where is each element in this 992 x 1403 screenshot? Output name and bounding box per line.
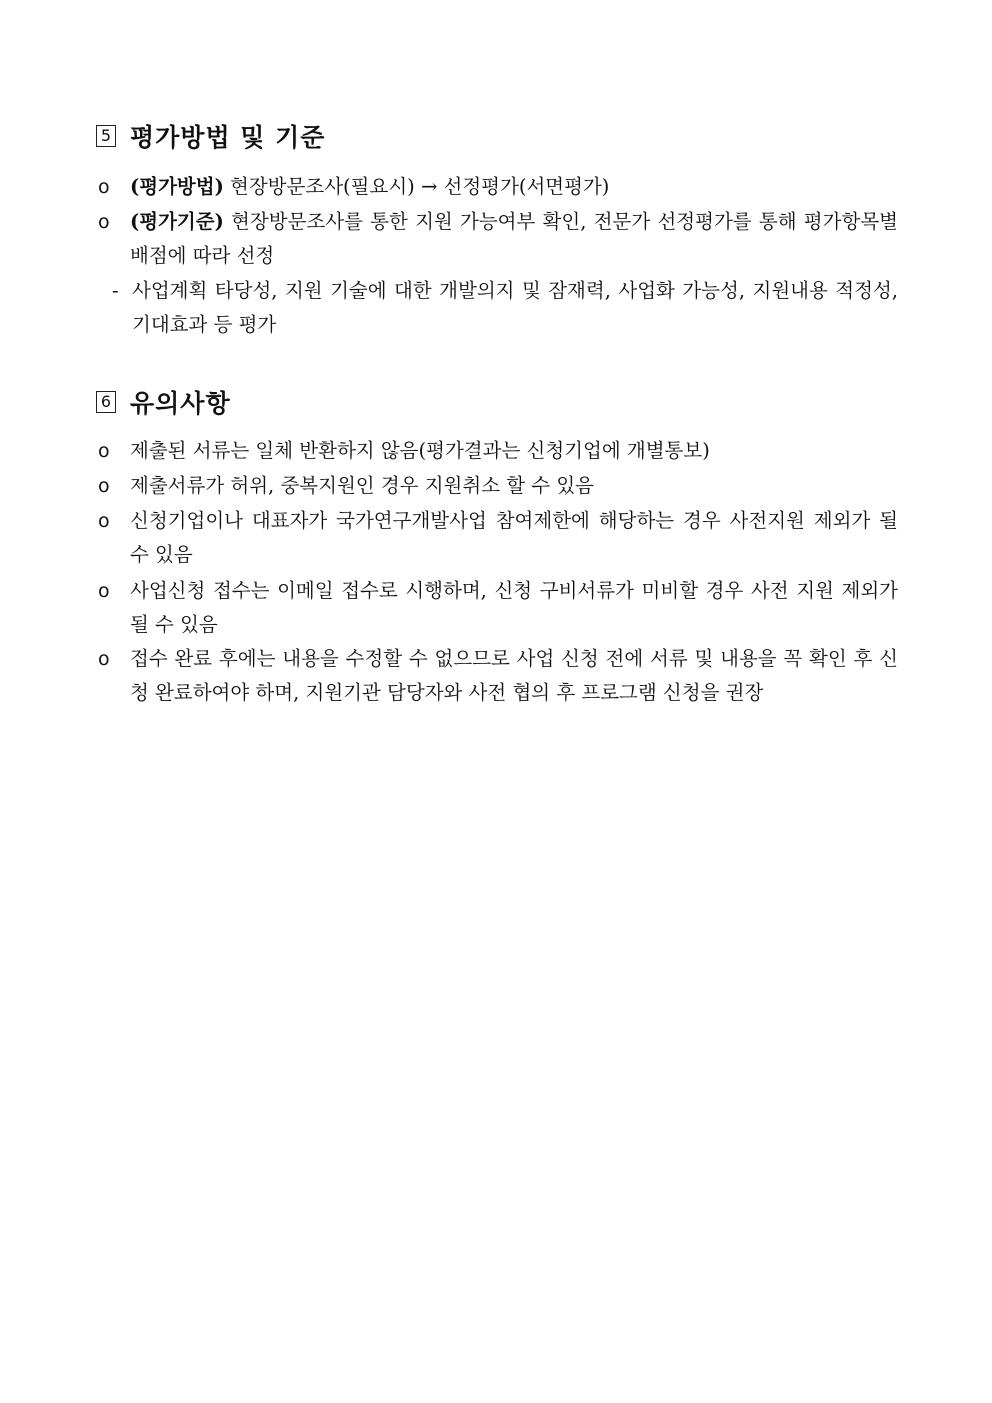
list-item <box>98 205 898 273</box>
bullet-icon: o <box>98 475 110 497</box>
item-text: 제출서류가 허위, 중복지원인 경우 지원취소 할 수 있음 <box>130 474 595 497</box>
item-label: (평가방법) <box>130 175 224 198</box>
sub-item-text: 사업계획 타당성, 지원 기술에 대한 개발의지 및 잠재력, 사업화 가능성, 지원내용 적정성, 기대효과 등 평가 <box>132 279 898 336</box>
item-label: (평가기준) <box>130 210 224 233</box>
list-item <box>98 642 898 710</box>
item-text: 신청기업이나 대표자가 국가연구개발사업 참여제한에 해당하는 경우 사전지원 제외가 될 수 있음 <box>130 509 898 566</box>
bullet-icon: o <box>98 440 110 462</box>
section-title: 평가방법 및 기준 <box>130 123 326 152</box>
section-6-heading <box>96 384 231 420</box>
section-number-box: 5 <box>96 125 116 147</box>
item-text: 현장방문조사를 통한 지원 가능여부 확인, 전문가 선정평가를 통해 평가항목별 배점에 따라 선정 <box>130 210 898 267</box>
bullet-icon: o <box>98 510 110 532</box>
list-item <box>98 434 898 468</box>
list-item <box>98 469 898 503</box>
list-item <box>98 504 898 572</box>
dash-marker: - <box>112 279 119 302</box>
list-item <box>98 170 898 204</box>
list-item <box>98 574 898 642</box>
item-text: 현장방문조사(필요시) → 선정평가(서면평가) <box>223 175 610 198</box>
section-title: 유의사항 <box>130 389 231 418</box>
bullet-icon: o <box>98 176 110 198</box>
item-text: 접수 완료 후에는 내용을 수정할 수 없으므로 사업 신청 전에 서류 및 내용을 꼭 확인 후 신청 완료하여야 하며, 지원기관 담당자와 사전 협의 후 프로그램 신청을 권장 <box>130 647 898 704</box>
section-number-box: 6 <box>96 391 116 413</box>
item-text: 사업신청 접수는 이메일 접수로 시행하며, 신청 구비서류가 미비할 경우 사전 지원 제외가 될 수 있음 <box>130 579 898 636</box>
sub-item <box>112 274 898 342</box>
section-5-heading <box>96 118 325 154</box>
bullet-icon: o <box>98 211 110 233</box>
bullet-icon: o <box>98 648 110 670</box>
item-text: 제출된 서류는 일체 반환하지 않음(평가결과는 신청기업에 개별통보) <box>130 439 710 462</box>
bullet-icon: o <box>98 580 110 602</box>
